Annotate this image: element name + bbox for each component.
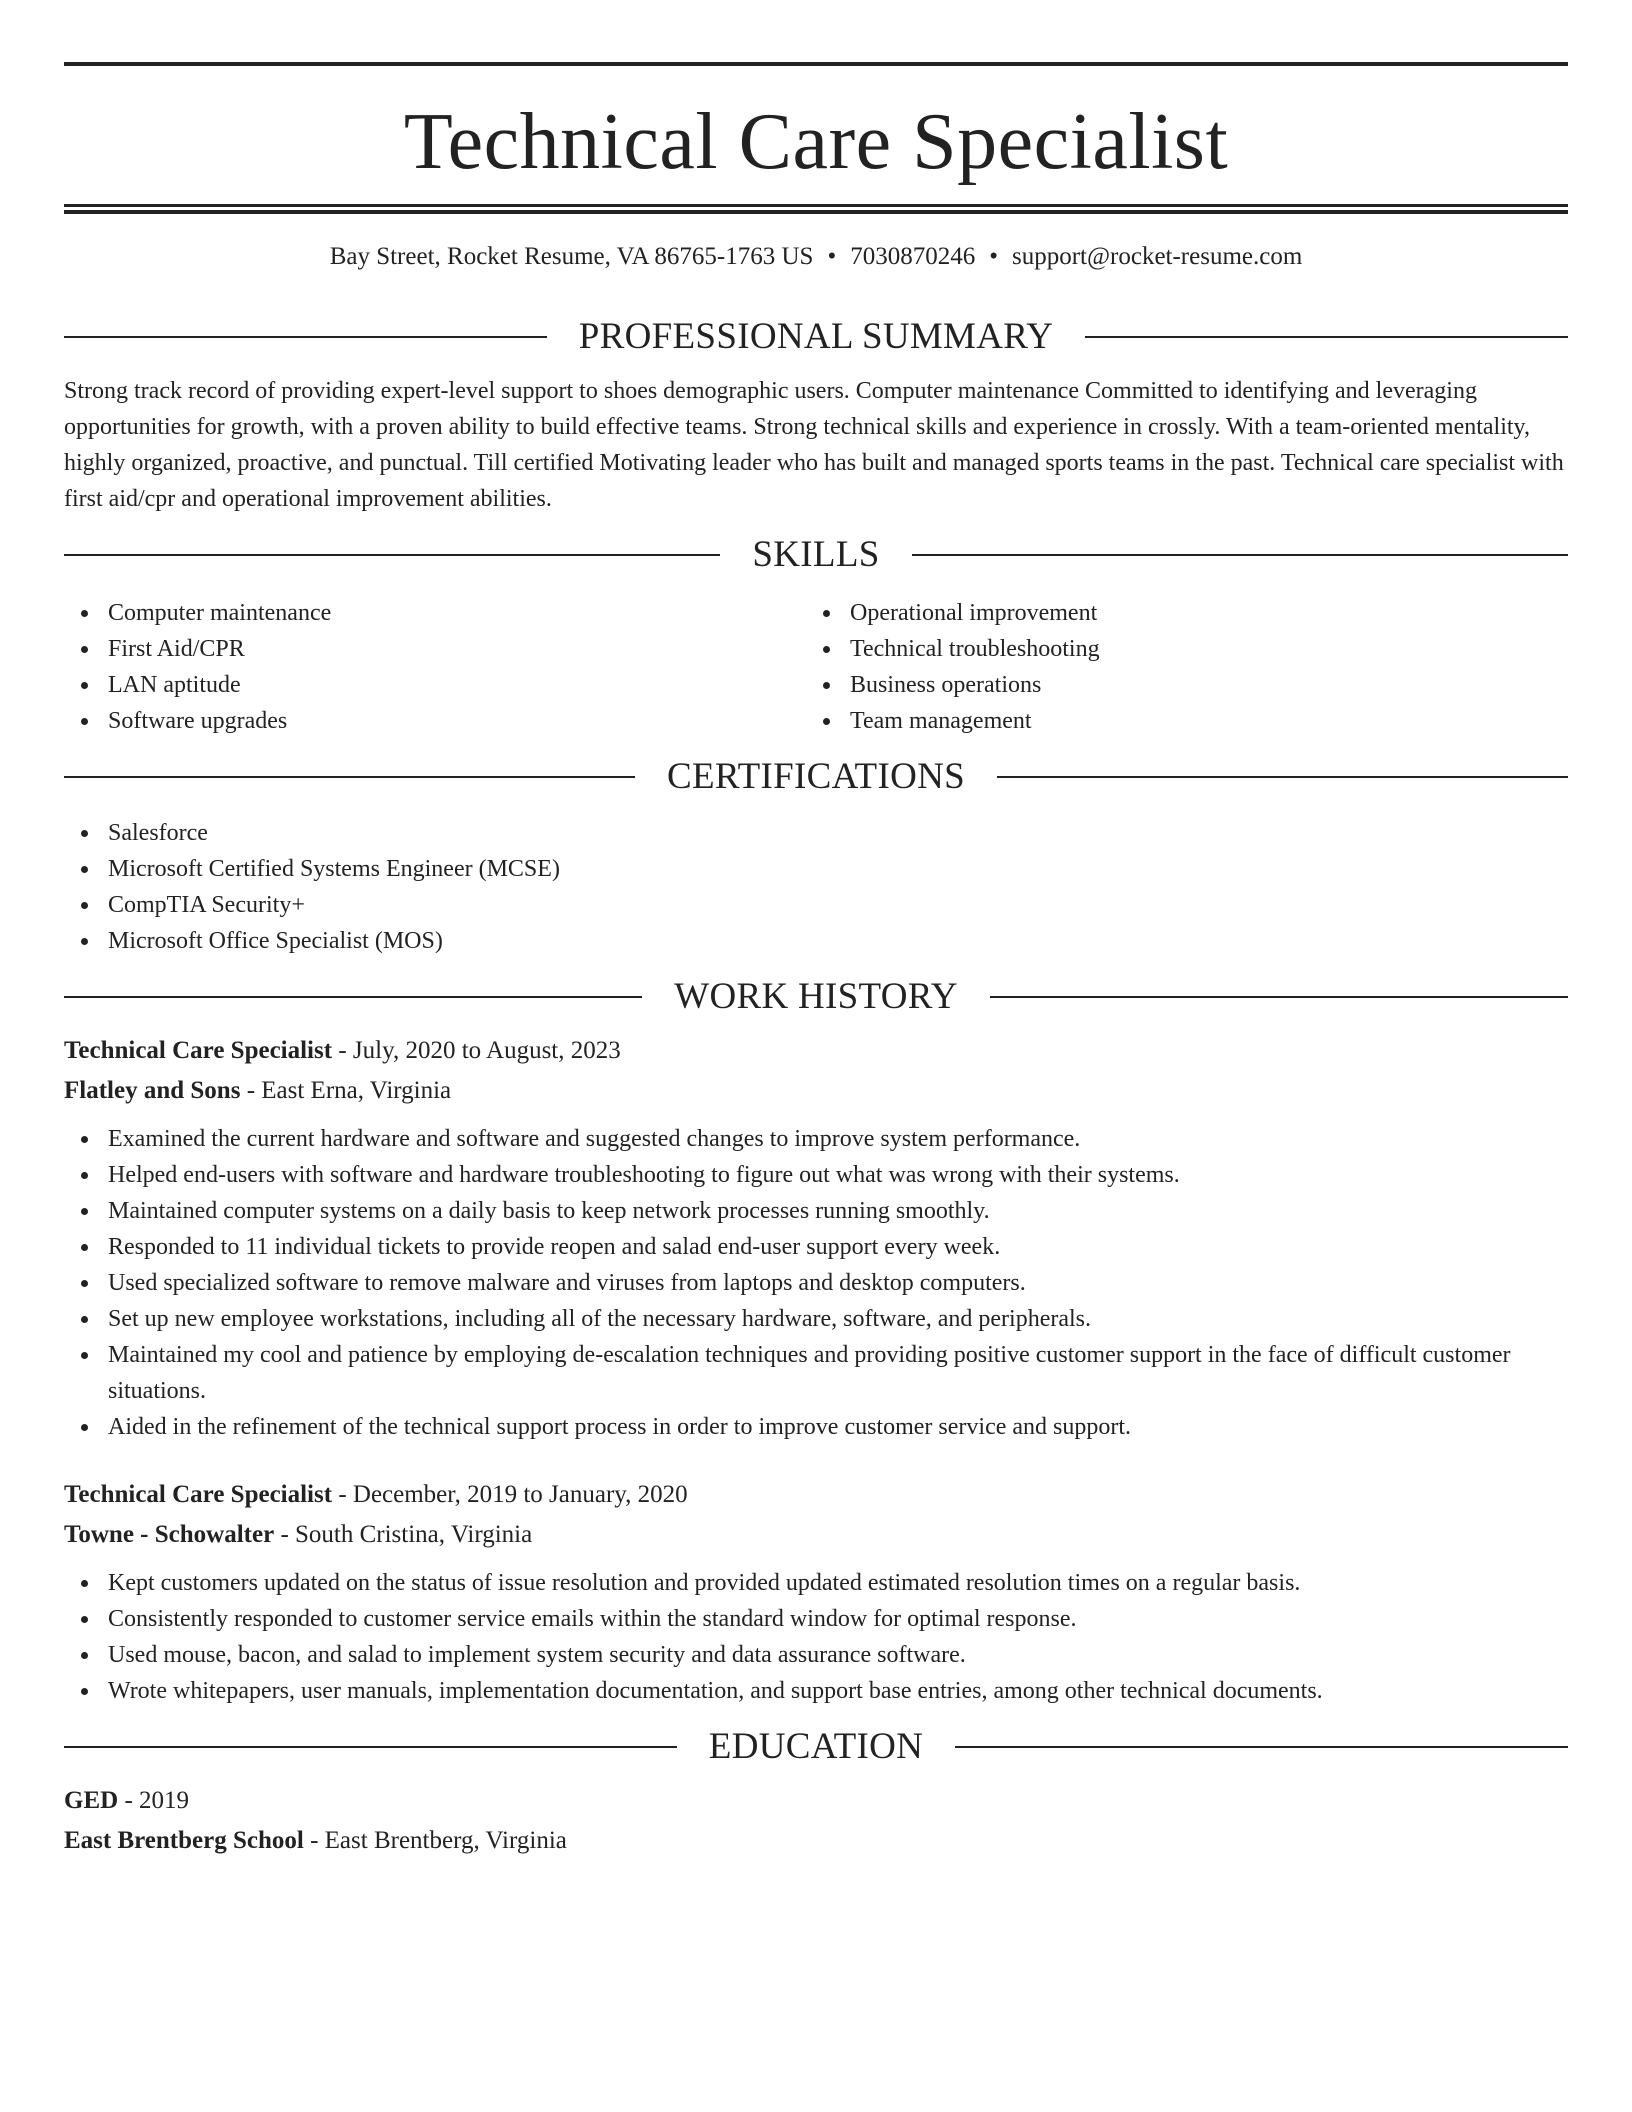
- education-degree: GED: [64, 1787, 119, 1814]
- job-company-line: [64, 1071, 1568, 1111]
- heading-rule: [64, 554, 720, 556]
- job-company: Flatley and Sons: [64, 1077, 241, 1104]
- skill-item: Business operations: [806, 667, 1568, 703]
- certifications-section-heading: [64, 757, 1568, 797]
- education-year: 2019: [139, 1787, 190, 1814]
- job-title-line: [64, 1031, 1568, 1071]
- contact-line: [64, 242, 1568, 272]
- work-heading: WORK HISTORY: [674, 976, 958, 1017]
- contact-separator: •: [827, 243, 837, 270]
- summary-heading: PROFESSIONAL SUMMARY: [578, 316, 1054, 357]
- job-dates: July, 2020 to August, 2023: [352, 1037, 621, 1064]
- skill-item: First Aid/CPR: [64, 631, 806, 667]
- education-school-line: [64, 1821, 1568, 1861]
- education-school: East Brentberg School: [64, 1827, 304, 1854]
- education-entry: [64, 1781, 1568, 1861]
- dash: -: [303, 1827, 325, 1854]
- contact-phone: 7030870246: [850, 243, 976, 270]
- dash: -: [332, 1037, 353, 1064]
- dash: -: [274, 1521, 296, 1548]
- skills-section-heading: [64, 535, 1568, 575]
- job-entry: [64, 1031, 1568, 1445]
- heading-rule: [64, 336, 547, 338]
- job-title: Technical Care Specialist: [64, 1037, 333, 1064]
- skill-item: Software upgrades: [64, 703, 806, 739]
- dash: -: [118, 1787, 140, 1814]
- contact-separator: •: [989, 243, 998, 270]
- job-location: East Erna, Virginia: [261, 1077, 452, 1104]
- job-bullet: Examined the current hardware and software and suggested changes to improve system performance.: [64, 1121, 1568, 1157]
- heading-rule: [997, 776, 1568, 778]
- skill-item: Computer maintenance: [64, 595, 806, 631]
- contact-email: support@rocket-resume.com: [1012, 243, 1303, 270]
- job-company-line: [64, 1515, 1568, 1555]
- job-bullet: Used specialized software to remove malware and viruses from laptops and desktop computers.: [64, 1265, 1568, 1301]
- heading-rule: [64, 996, 642, 998]
- certification-item: Microsoft Certified Systems Engineer (MCSE): [64, 851, 1568, 887]
- heading-rule: [64, 776, 635, 778]
- job-company: Towne - Schowalter: [64, 1521, 275, 1548]
- education-location: East Brentberg, Virginia: [324, 1827, 567, 1854]
- job-bullet: Maintained computer systems on a daily basis to keep network processes running smoothly.: [64, 1193, 1568, 1229]
- certification-item: CompTIA Security+: [64, 887, 1568, 923]
- job-bullet: Helped end-users with software and hardware troubleshooting to figure out what was wrong with their systems.: [64, 1157, 1568, 1193]
- job-entry: [64, 1475, 1568, 1709]
- skills-heading: SKILLS: [752, 534, 880, 575]
- job-title-line: [64, 1475, 1568, 1515]
- top-rule: [64, 62, 1568, 66]
- title-double-rule: [64, 204, 1568, 214]
- job-bullets: [64, 1121, 1568, 1445]
- job-bullet: Set up new employee workstations, including all of the necessary hardware, software, and peripherals.: [64, 1301, 1568, 1337]
- job-bullet: Used mouse, bacon, and salad to implement system security and data assurance software.: [64, 1637, 1568, 1673]
- education-degree-line: [64, 1781, 1568, 1821]
- job-bullet: Responded to 11 individual tickets to provide reopen and salad end-user support every week.: [64, 1229, 1568, 1265]
- job-location: South Cristina, Virginia: [295, 1521, 533, 1548]
- job-bullet: Kept customers updated on the status of issue resolution and provided updated estimated resolution times on a regular basis.: [64, 1565, 1568, 1601]
- skill-item: LAN aptitude: [64, 667, 806, 703]
- skill-item: Team management: [806, 703, 1568, 739]
- skill-item: Operational improvement: [806, 595, 1568, 631]
- education-heading: EDUCATION: [708, 1726, 924, 1767]
- dash: -: [332, 1481, 353, 1508]
- job-bullet: Wrote whitepapers, user manuals, implementation documentation, and support base entries, among other technical documents.: [64, 1673, 1568, 1709]
- skills-column-left: [64, 595, 806, 739]
- certifications-list: [64, 815, 1568, 959]
- resume-title: Technical Care Specialist: [403, 98, 1229, 186]
- summary-text: Strong track record of providing expert-level support to shoes demographic users. Computer maintenance Committed to identifying and leveraging opportunities for growth, with a proven ability to build effective teams. Strong technical skills and experience in crossly. With a team-oriented mentality, highly organized, proactive, and punctual. Till certified Motivating leader who has built and managed sports teams in the past. Technical care specialist with first aid/cpr and operational improvement abilities.: [64, 378, 1564, 512]
- certifications-heading: CERTIFICATIONS: [667, 756, 965, 797]
- heading-rule: [955, 1746, 1568, 1748]
- skill-item: Technical troubleshooting: [806, 631, 1568, 667]
- education-section-heading: [64, 1727, 1568, 1767]
- job-bullet: Aided in the refinement of the technical support process in order to improve customer service and support.: [64, 1409, 1568, 1445]
- job-bullet: Consistently responded to customer service emails within the standard window for optimal response.: [64, 1601, 1568, 1637]
- dash: -: [240, 1077, 262, 1104]
- summary-section-heading: [64, 317, 1568, 357]
- job-dates: December, 2019 to January, 2020: [352, 1481, 688, 1508]
- heading-rule: [990, 996, 1568, 998]
- heading-rule: [1085, 336, 1568, 338]
- contact-address: Bay Street, Rocket Resume, VA 86765-1763 US: [329, 243, 814, 270]
- heading-rule: [64, 1746, 677, 1748]
- skills-column-right: [806, 595, 1568, 739]
- certification-item: Microsoft Office Specialist (MOS): [64, 923, 1568, 959]
- certification-item: Salesforce: [64, 815, 1568, 851]
- skills-list: [64, 595, 1568, 739]
- heading-rule: [912, 554, 1568, 556]
- work-section-heading: [64, 977, 1568, 1017]
- job-bullet: Maintained my cool and patience by employing de-escalation techniques and providing positive customer support in the face of difficult customer situations.: [64, 1337, 1568, 1409]
- job-title: Technical Care Specialist: [64, 1481, 333, 1508]
- job-bullets: [64, 1565, 1568, 1709]
